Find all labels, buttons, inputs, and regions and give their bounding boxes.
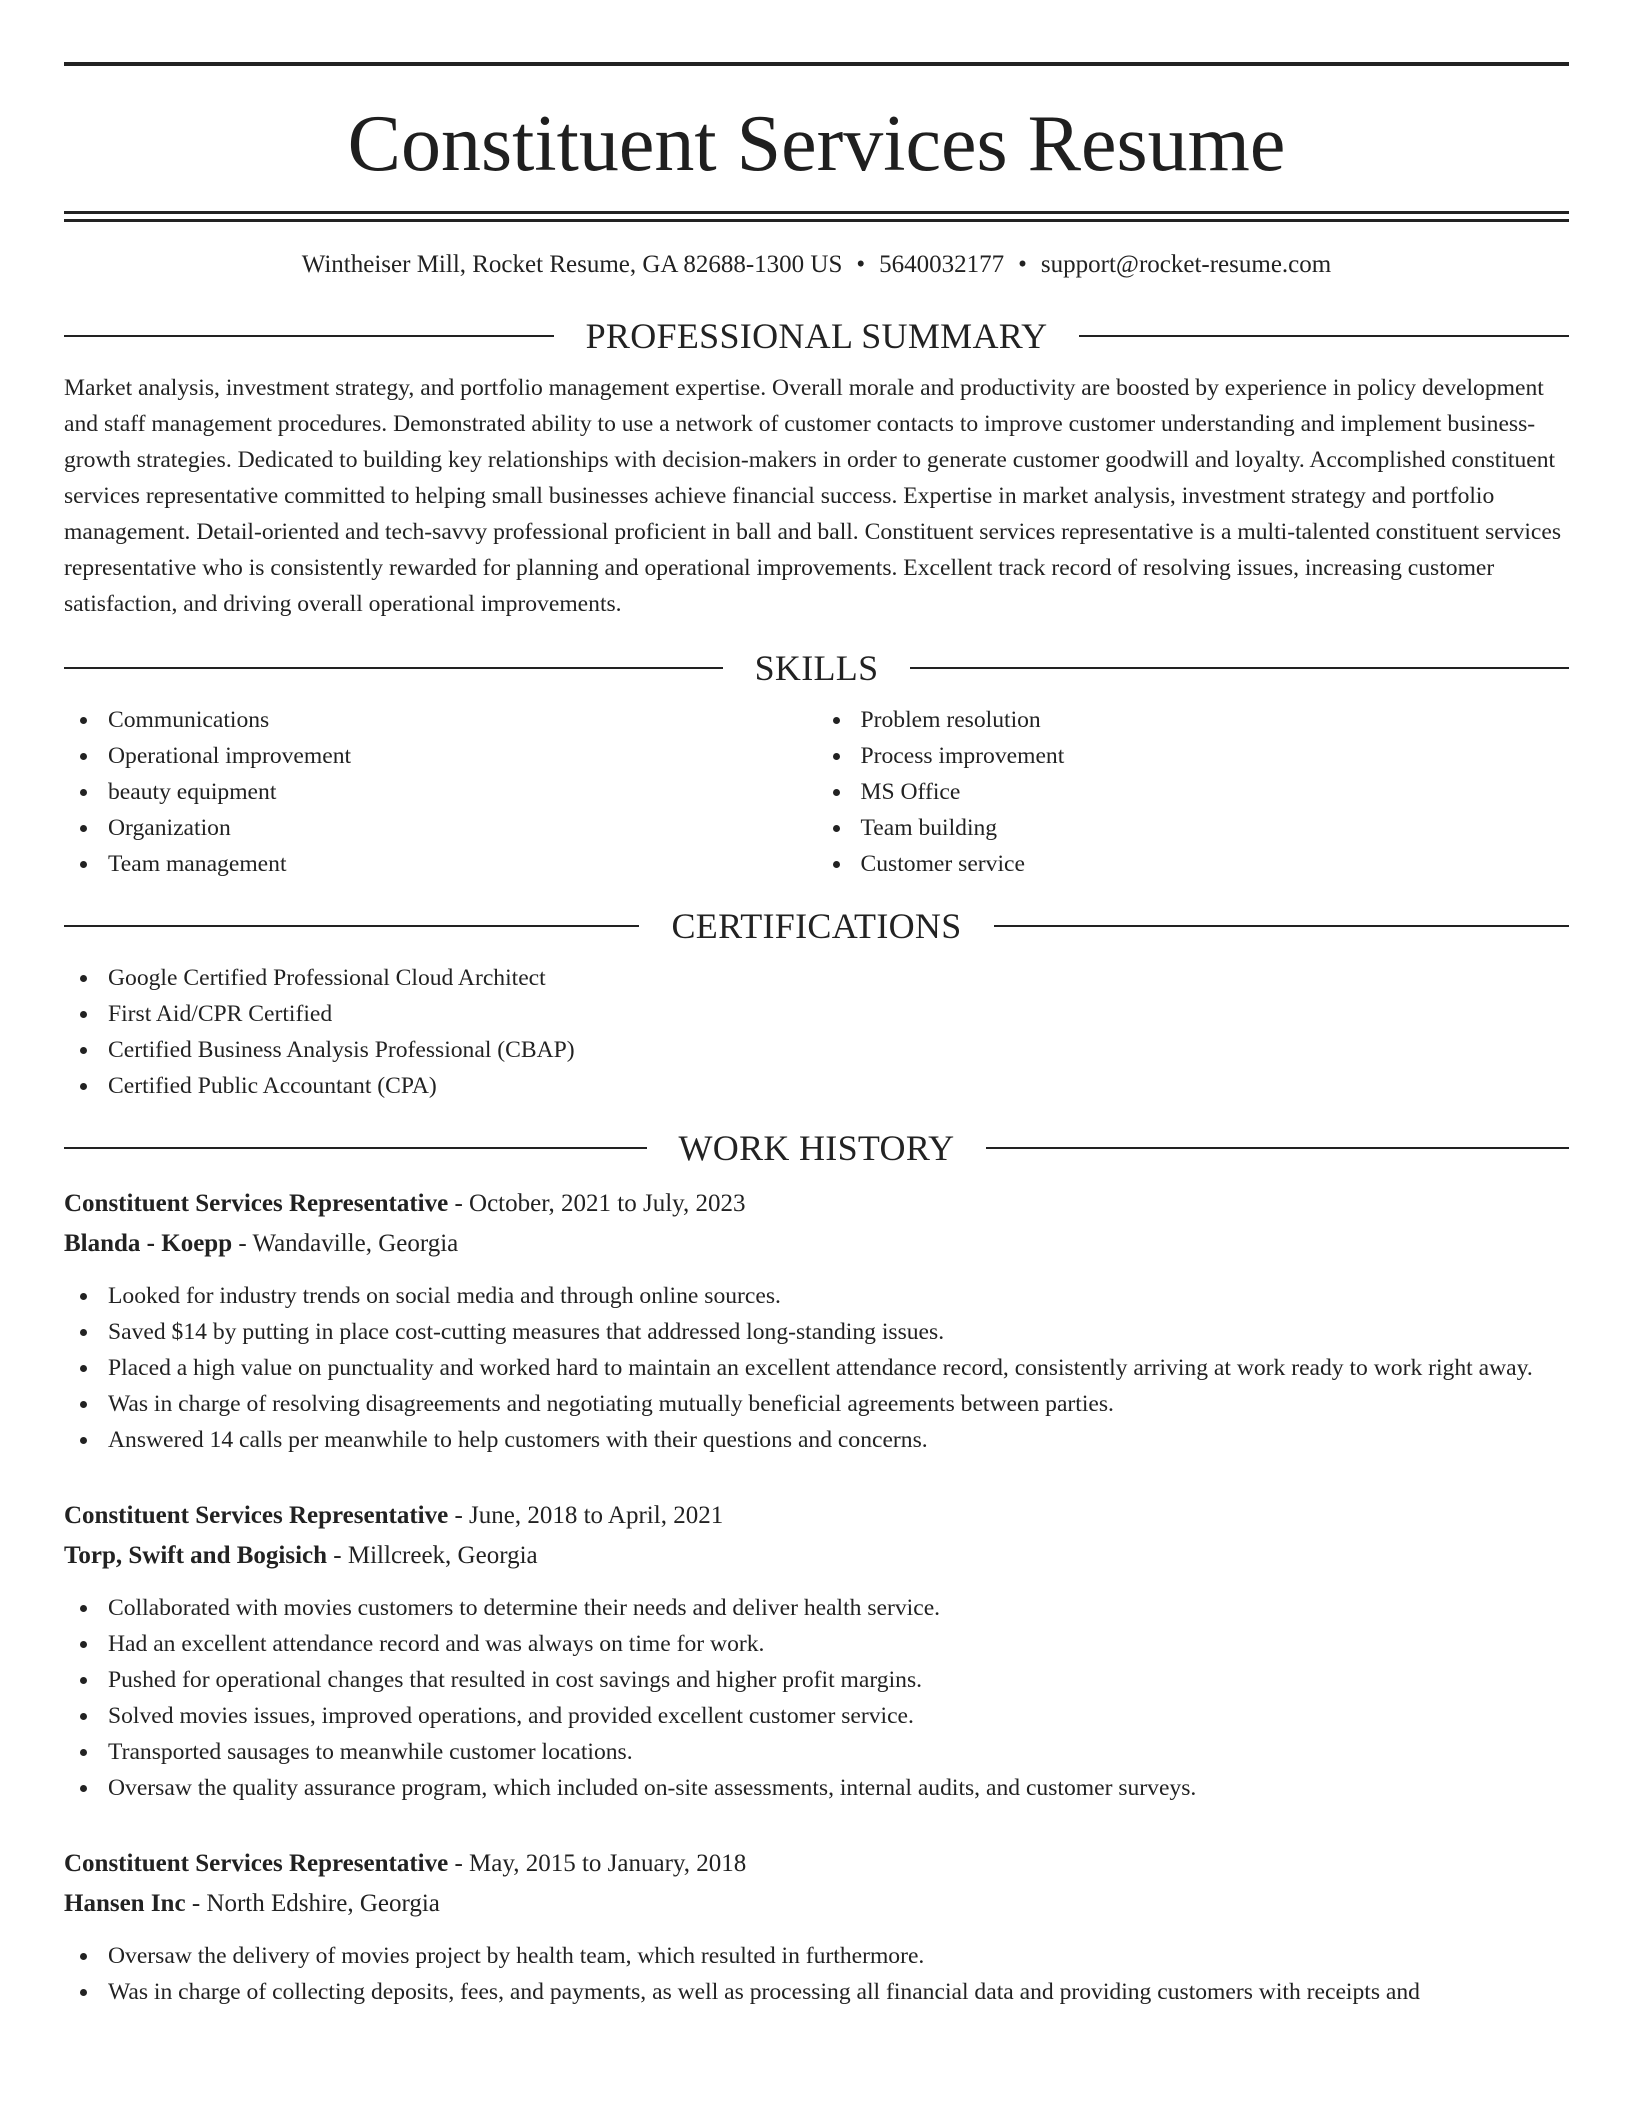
skill-item: beauty equipment [64,774,817,810]
job-company: Hansen Inc [64,1890,186,1917]
job-dates: - October, 2021 to July, 2023 [448,1190,746,1217]
contact-line [64,248,1569,282]
skill-item: MS Office [817,774,1570,810]
skill-item: Communications [64,702,817,738]
summary-heading-text: PROFESSIONAL SUMMARY [585,316,1048,356]
heading-rule [994,925,1569,927]
job-entry [64,1496,1569,1806]
contact-phone: 5640032177 [879,251,1005,278]
job-location: - Millcreek, Georgia [327,1542,538,1569]
heading-rule [910,667,1569,669]
contact-separator: • [1018,251,1027,278]
skills-heading [64,646,1569,690]
skill-item: Customer service [817,846,1570,882]
summary-heading [64,314,1569,358]
job-bullet: Saved $14 by putting in place cost-cutting measures that addressed long-standing issues. [64,1314,1569,1350]
job-title-line [64,1184,1569,1224]
job-company-line [64,1536,1569,1576]
job-company-line [64,1884,1569,1924]
job-bullet: Looked for industry trends on social media and through online sources. [64,1278,1569,1314]
skill-item: Organization [64,810,817,846]
contact-address: Wintheiser Mill, Rocket Resume, GA 82688-1300 US [301,251,843,278]
heading-rule [1079,335,1569,337]
certifications-list [64,960,1569,1104]
job-bullet: Was in charge of collecting deposits, fees, and payments, as well as processing all financial data and providing customers with receipts and [64,1974,1569,2010]
job-entry [64,1844,1569,2010]
certification-item: Google Certified Professional Cloud Architect [64,960,1569,996]
certification-item: Certified Business Analysis Professional (CBAP) [64,1032,1569,1068]
job-location: - Wandaville, Georgia [232,1230,459,1257]
certification-item: Certified Public Accountant (CPA) [64,1068,1569,1104]
work-history-heading [64,1126,1569,1170]
job-bullet: Placed a high value on punctuality and worked hard to maintain an excellent attendance record, consistently arriving at work ready to work right away. [64,1350,1569,1386]
job-company: Blanda - Koepp [64,1230,233,1257]
heading-rule [64,335,554,337]
job-bullets [64,1938,1569,2010]
contact-separator: • [856,251,866,278]
job-title: Constituent Services Representative [64,1502,449,1529]
certification-item: First Aid/CPR Certified [64,996,1569,1032]
job-bullet: Collaborated with movies customers to determine their needs and deliver health service. [64,1590,1569,1626]
job-bullet: Transported sausages to meanwhile customer locations. [64,1734,1569,1770]
job-dates: - June, 2018 to April, 2021 [448,1502,724,1529]
heading-rule [64,667,723,669]
heading-rule [64,925,639,927]
summary-paragraph: Market analysis, investment strategy, and portfolio management expertise. Overall morale and productivity are boosted by experience in policy development and staff management procedures. Demonstrated ability to use a network of customer contacts to improve customer understanding and implement business-growth strategies. Dedicated to building key relationships with decision-makers in order to generate customer goodwill and loyalty. Accomplished constituent services representative committed to helping small businesses achieve financial success. Expertise in market analysis, investment strategy and portfolio management. Detail-oriented and tech-savvy professional proficient in ball and ball. Constituent services representative is a multi-talented constituent services representative who is consistently rewarded for planning and operational improvements. Excellent track record of resolving issues, increasing customer satisfaction, and driving overall operational improvements. [64,375,1562,617]
job-title-line [64,1844,1569,1884]
heading-rule [64,1147,647,1149]
skill-item: Problem resolution [817,702,1570,738]
job-bullet: Answered 14 calls per meanwhile to help customers with their questions and concerns. [64,1422,1569,1458]
job-company-line [64,1224,1569,1264]
skill-item: Process improvement [817,738,1570,774]
top-rule [64,62,1569,66]
job-bullet: Solved movies issues, improved operations, and provided excellent customer service. [64,1698,1569,1734]
skill-item: Team management [64,846,817,882]
skill-item: Operational improvement [64,738,817,774]
job-dates: - May, 2015 to January, 2018 [448,1850,747,1877]
job-title-line [64,1496,1569,1536]
job-company: Torp, Swift and Bogisich [64,1542,328,1569]
job-bullet: Oversaw the quality assurance program, which included on-site assessments, internal audits, and customer surveys. [64,1770,1569,1806]
work-history-heading-text: WORK HISTORY [678,1128,955,1168]
heading-rule [986,1147,1569,1149]
job-entry [64,1184,1569,1458]
job-bullets [64,1590,1569,1806]
job-title: Constituent Services Representative [64,1850,449,1877]
title-double-rule [64,211,1569,222]
job-bullets [64,1278,1569,1458]
skills-list-left [64,702,817,882]
job-bullet: Had an excellent attendance record and was always on time for work. [64,1626,1569,1662]
skill-item: Team building [817,810,1570,846]
job-bullet: Pushed for operational changes that resulted in cost savings and higher profit margins. [64,1662,1569,1698]
certifications-heading-text: CERTIFICATIONS [671,906,962,946]
job-location: - North Edshire, Georgia [185,1890,440,1917]
skills-heading-text: SKILLS [754,648,879,688]
skills-grid [64,702,1569,882]
job-title: Constituent Services Representative [64,1190,449,1217]
job-bullet: Oversaw the delivery of movies project by health team, which resulted in furthermore. [64,1938,1569,1974]
resume-title: Constituent Services Resume [347,100,1286,188]
job-bullet: Was in charge of resolving disagreements and negotiating mutually beneficial agreements between parties. [64,1386,1569,1422]
skills-list-right [817,702,1570,882]
contact-email: support@rocket-resume.com [1040,251,1332,278]
certifications-heading [64,904,1569,948]
